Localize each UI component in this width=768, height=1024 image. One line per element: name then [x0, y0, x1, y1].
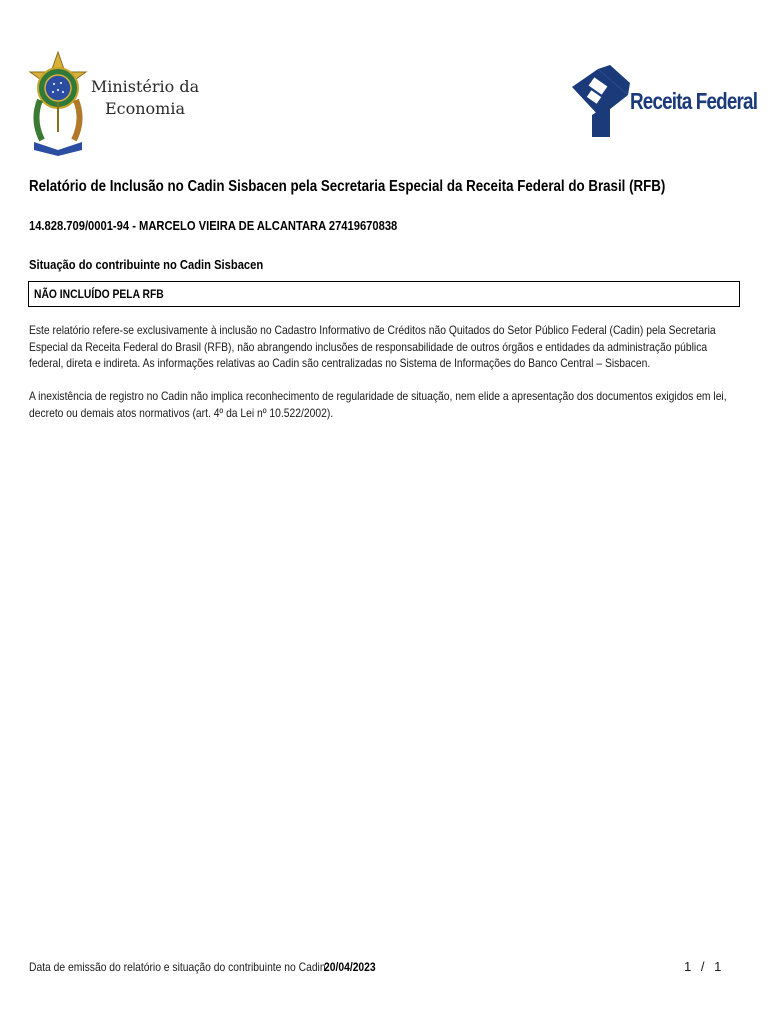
taxpayer-identification: 14.828.709/0001-94 - MARCELO VIEIRA DE ALCANTARA 27419670838 — [29, 218, 398, 233]
ministry-name-line1: Ministério da — [90, 77, 200, 96]
page-indicator: 1 / 1 — [684, 959, 722, 974]
document-header — [0, 0, 768, 170]
situation-status-value: NÃO INCLUÍDO PELA RFB — [34, 287, 164, 301]
disclaimer-paragraph-1: Este relatório refere-se exclusivamente à inclusão no Cadastro Informativo de Créditos não Quitados do Setor Público Federal (Cadin) pela Secretaria Especial da Receita Federal do Brasil (RFB), não abrangendo inclusões de responsabilidade de outros órgãos e entidades da administração pública federal, direta e indireta. As informações relativas ao Cadin são centralizadas no Sistema de Informações do Banco Central – Sisbacen. — [29, 323, 716, 370]
receita-federal-logo-icon — [570, 65, 630, 140]
rfb-brand-name: Receita Federal — [630, 88, 758, 114]
issue-date-value: 20/04/2023 — [324, 960, 376, 974]
brazil-coat-of-arms-icon — [28, 50, 88, 158]
situation-status-box — [28, 281, 740, 307]
situation-heading: Situação do contribuinte no Cadin Sisbacen — [29, 257, 264, 272]
report-title: Relatório de Inclusão no Cadin Sisbacen pela Secretaria Especial da Receita Federal do Brasil (RFB) — [29, 178, 666, 195]
ministry-name — [90, 76, 200, 120]
ministry-name-line2: Economia — [104, 99, 186, 118]
disclaimer-paragraph-2: A inexistência de registro no Cadin não implica reconhecimento de regularidade de situação, nem elide a apresentação dos documentos exigidos em lei, decreto ou demais atos normativos (art. 4º da Lei nº 10.522/2002). — [29, 389, 727, 420]
issue-date-label: Data de emissão do relatório e situação do contribuinte no Cadin — [29, 960, 326, 974]
